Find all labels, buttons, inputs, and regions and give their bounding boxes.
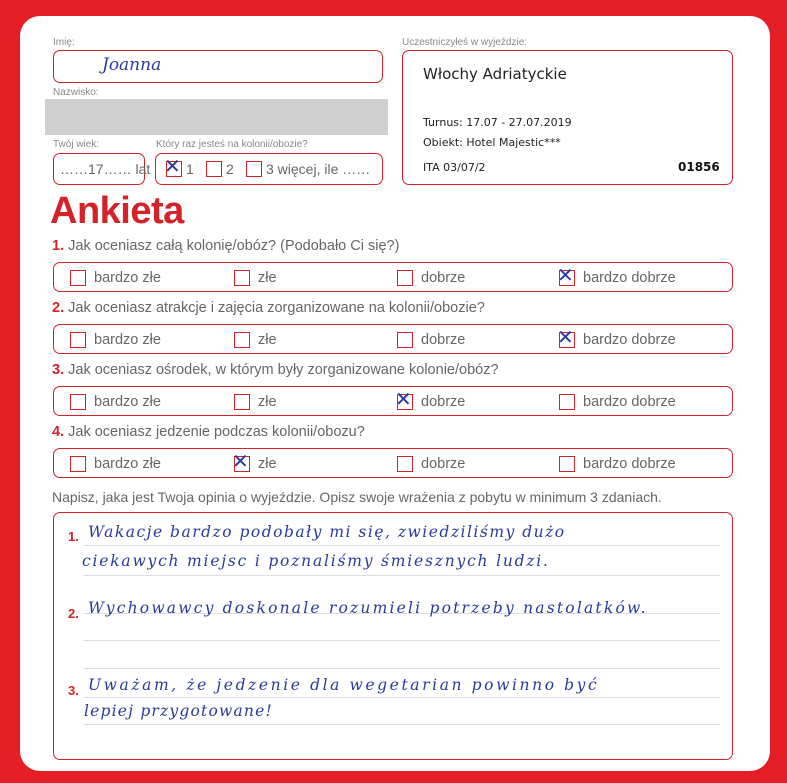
comment-3-line-2: lepiej przygotowane!: [84, 702, 273, 720]
rating-option[interactable]: [232, 449, 277, 473]
name-value: Joanna: [102, 55, 162, 75]
rating-option[interactable]: [70, 331, 161, 349]
trip-label: Uczestniczyłeś w wyjeździe:: [402, 37, 528, 48]
trip-object: Obiekt: Hotel Majestic***: [423, 136, 561, 149]
question-label: Jak oceniasz ośrodek, w którym były zorganizowane kolonie/obóz?: [68, 362, 499, 378]
age-value: ……17…… lat: [60, 161, 151, 177]
rating-checkbox[interactable]: [234, 332, 250, 348]
comment-1-line-2: ciekawych miejsc i poznaliśmy śmiesznych ludzi.: [82, 552, 550, 570]
times-option-1[interactable]: [164, 154, 194, 178]
question-label: Jak oceniasz jedzenie podczas kolonii/obozu?: [68, 424, 365, 440]
rating-option-label: dobrze: [421, 332, 466, 348]
rating-option[interactable]: [70, 455, 161, 473]
question-label: Jak oceniasz całą kolonię/obóz? (Podobało Ci się?): [68, 238, 400, 254]
rating-option-label: złe: [258, 394, 277, 410]
trip-destination: Włochy Adriatyckie: [423, 65, 567, 83]
rating-checkbox[interactable]: [70, 456, 86, 472]
rating-checkbox[interactable]: [397, 270, 413, 286]
times-option-label: 1: [186, 161, 194, 177]
survey-title: Ankieta: [50, 190, 184, 232]
rating-option-label: złe: [258, 332, 277, 348]
rating-checkbox[interactable]: [234, 270, 250, 286]
check-mark-icon: ✕: [557, 263, 574, 287]
question-number: 2.: [52, 300, 65, 316]
rating-option[interactable]: [234, 393, 277, 411]
check-mark-icon: ✕: [232, 449, 249, 473]
comment-2-line-1: Wychowawcy doskonale rozumieli potrzeby nastolatków.: [88, 599, 648, 617]
trip-code: ITA 03/07/2: [423, 161, 486, 174]
question-2-text: [52, 300, 485, 316]
question-4-text: [52, 424, 365, 440]
rating-option-label: bardzo złe: [94, 332, 161, 348]
rating-option[interactable]: [397, 331, 465, 349]
check-mark-icon: ✕: [557, 325, 574, 349]
question-3-text: [52, 362, 499, 378]
rating-checkbox[interactable]: [559, 456, 575, 472]
rating-option[interactable]: [397, 269, 465, 287]
name-label: Imię:: [53, 37, 75, 48]
rating-option[interactable]: [557, 263, 676, 287]
question-number: 3.: [52, 362, 65, 378]
times-checkbox-1[interactable]: [164, 154, 182, 178]
question-1-text: [52, 238, 399, 254]
rating-option[interactable]: [395, 387, 466, 411]
rating-option[interactable]: [70, 269, 161, 287]
rating-option-label: bardzo złe: [94, 270, 161, 286]
question-label: Jak oceniasz atrakcje i zajęcia zorganizowane na kolonii/obozie?: [68, 300, 485, 316]
check-mark-icon: ✕: [164, 154, 181, 178]
rating-option-label: bardzo dobrze: [583, 456, 676, 472]
rating-option-label: złe: [258, 456, 277, 472]
times-option-2[interactable]: [206, 160, 234, 178]
question-1-options: [53, 262, 733, 292]
comment-number: 2.: [68, 606, 79, 621]
rating-checkbox[interactable]: [70, 332, 86, 348]
rating-option[interactable]: [234, 269, 277, 287]
rating-checkbox[interactable]: [234, 394, 250, 410]
name-field[interactable]: [53, 50, 383, 83]
times-option-label: 3 więcej, ile ……: [266, 161, 371, 177]
rating-option[interactable]: [234, 331, 277, 349]
times-checkbox-2[interactable]: [206, 161, 222, 177]
times-label: Który raz jesteś na kolonii/obozie?: [156, 139, 308, 150]
question-2-options: [53, 324, 733, 354]
times-option-label: 2: [226, 161, 234, 177]
rating-option-label: bardzo dobrze: [583, 394, 676, 410]
age-label: Twój wiek:: [53, 139, 100, 150]
rating-option-label: bardzo dobrze: [583, 332, 676, 348]
rating-option-label: bardzo dobrze: [583, 270, 676, 286]
times-field: [155, 153, 383, 185]
comment-3-line-1: Uważam, że jedzenie dla wegetarian powinno być: [88, 676, 600, 694]
rating-option[interactable]: [559, 393, 676, 411]
comment-1-line-1: Wakacje bardzo podobały mi się, zwiedziliśmy dużo: [88, 523, 566, 541]
trip-number: 01856: [678, 160, 720, 174]
times-checkbox-3[interactable]: [246, 161, 262, 177]
rating-option[interactable]: [557, 325, 676, 349]
rating-checkbox[interactable]: [395, 387, 413, 411]
comment-number: 3.: [68, 683, 79, 698]
rating-checkbox[interactable]: [557, 325, 575, 349]
surname-redacted: [45, 99, 388, 135]
question-4-options: [53, 448, 733, 478]
surname-label: Nazwisko:: [53, 87, 99, 98]
rating-checkbox[interactable]: [397, 456, 413, 472]
rating-checkbox[interactable]: [70, 394, 86, 410]
rating-option-label: dobrze: [421, 270, 466, 286]
rating-checkbox[interactable]: [232, 449, 250, 473]
times-option-3[interactable]: [246, 160, 370, 178]
question-number: 4.: [52, 424, 65, 440]
rating-checkbox[interactable]: [557, 263, 575, 287]
question-3-options: [53, 386, 733, 416]
rating-option-label: bardzo złe: [94, 394, 161, 410]
check-mark-icon: ✕: [395, 387, 412, 411]
rating-option[interactable]: [397, 455, 465, 473]
rating-option-label: bardzo złe: [94, 456, 161, 472]
rating-checkbox[interactable]: [559, 394, 575, 410]
trip-turnus: Turnus: 17.07 - 27.07.2019: [423, 116, 572, 129]
age-field[interactable]: [53, 153, 151, 185]
trip-card: [402, 50, 733, 185]
rating-option-label: dobrze: [421, 456, 466, 472]
comment-number: 1.: [68, 529, 79, 544]
rating-option[interactable]: [70, 393, 161, 411]
rating-checkbox[interactable]: [70, 270, 86, 286]
rating-option-label: złe: [258, 270, 277, 286]
rating-option[interactable]: [559, 455, 676, 473]
rating-option-label: dobrze: [421, 394, 466, 410]
question-number: 1.: [52, 238, 65, 254]
comments-box[interactable]: [53, 512, 733, 760]
rating-checkbox[interactable]: [397, 332, 413, 348]
comments-instruction: Napisz, jaka jest Twoja opinia o wyjeździe. Opisz swoje wrażenia z pobytu w minimum 3 zdaniach.: [52, 489, 662, 505]
